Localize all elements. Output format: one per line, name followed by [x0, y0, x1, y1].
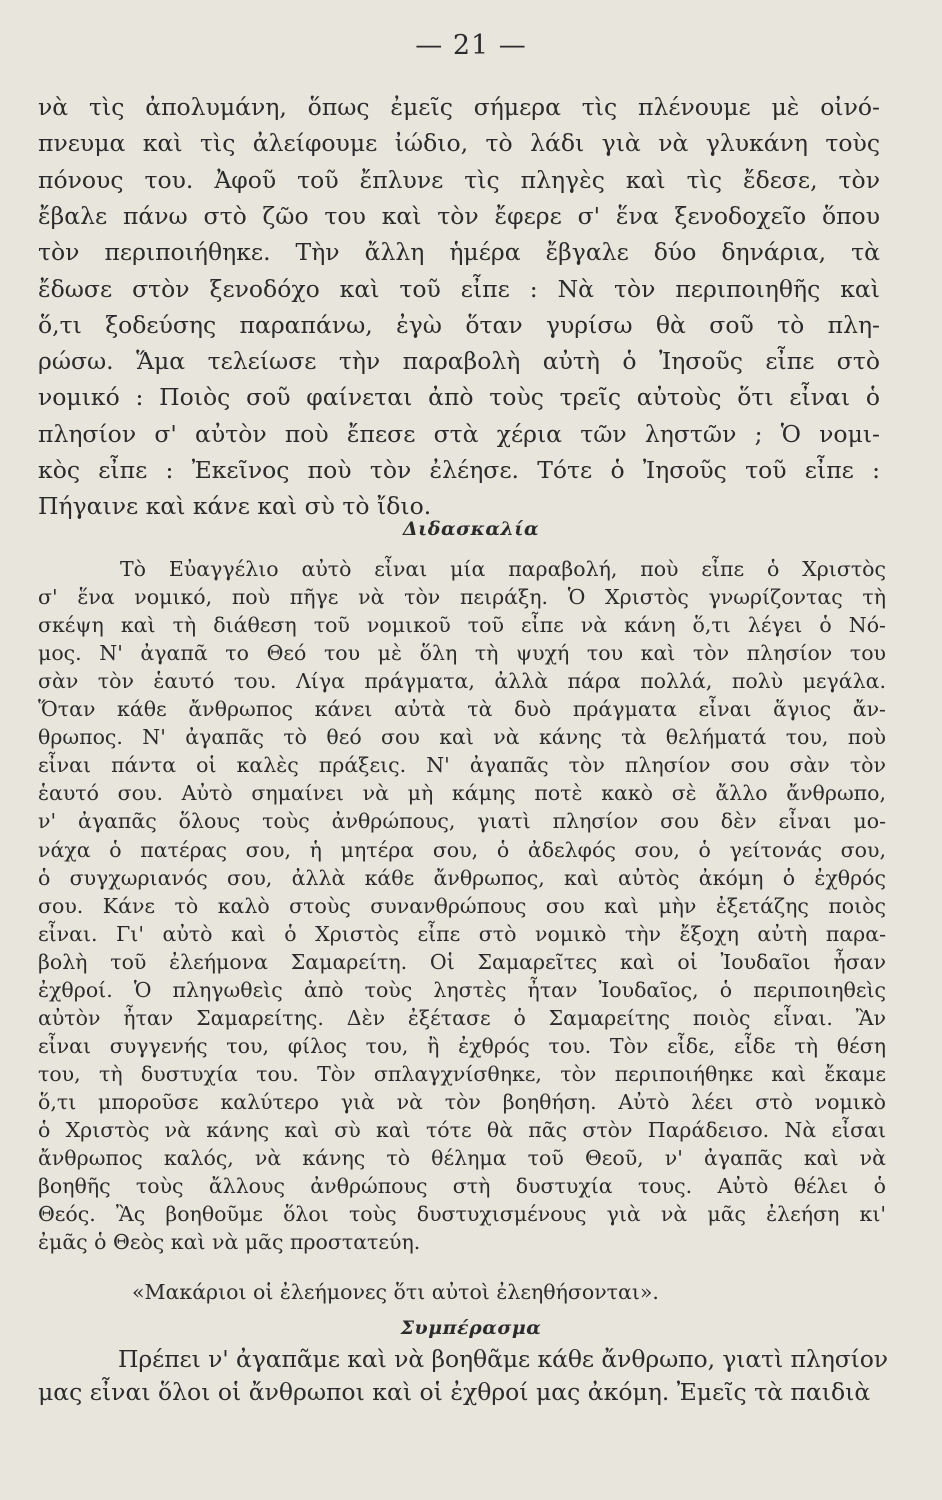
text-line: πλησίον σ' αὐτὸν ποὺ ἔπεσε στὰ χέρια τῶν ληστῶν ; Ὁ νομι-	[38, 419, 880, 448]
text-line: βολὴ τοῦ ἐλεήμονα Σαμαρείτη. Οἱ Σαμαρεῖτες καὶ οἱ Ἰουδαῖοι ἦσαν	[38, 949, 886, 974]
text-line: ὁ συγχωριανός σου, ἀλλὰ κάθε ἄνθρωπος, καὶ αὐτὸς ἀκόμη ὁ ἐχθρός	[38, 865, 886, 890]
text-line: ἔδωσε στὸν ξενοδόχο καὶ τοῦ εἶπε : Νὰ τὸν περιποιηθῆς καὶ	[38, 274, 880, 303]
text-line: πνευμα καὶ τὶς ἀλείφουμε ἰώδιο, τὸ λάδι γιὰ νὰ γλυκάνη τοὺς	[38, 129, 880, 158]
text-line: εἶναι. Γι' αὐτὸ καὶ ὁ Χριστὸς εἶπε στὸ νομικὸ τὴν ἔξοχη αὐτὴ παρα-	[38, 921, 886, 946]
page-number: — 21 —	[415, 30, 527, 61]
text-line: νὰ τὶς ἀπολυμάνη, ὅπως ἐμεῖς σήμερα τὶς πλένουμε μὲ οἰνό-	[38, 93, 880, 121]
text-line: μος. Ν' ἀγαπᾶ το Θεό του μὲ ὅλη τὴ ψυχή του καὶ τὸν πλησίον του	[38, 641, 886, 666]
text-line: σὰν τὸν ἑαυτό του. Λίγα πράγματα, ἀλλὰ πάρα πολλά, πολὺ μεγάλα.	[38, 669, 886, 694]
text-line: ἔβαλε πάνω στὸ ζῶο του καὶ τὸν ἔφερε σ' ἕνα ξενοδοχεῖο ὅπου	[38, 201, 880, 230]
text-line: σ' ἕνα νομικό, ποὺ πῆγε νὰ τὸν πειράξη. Ὁ Χριστὸς γνωρίζοντας τὴ	[38, 585, 886, 610]
text-line: κὸς εἶπε : Ἐκεῖνος ποὺ τὸν ἐλέησε. Τότε ὁ Ἰησοῦς τοῦ εἶπε :	[38, 456, 880, 484]
text-line: νομικό : Ποιὸς σοῦ φαίνεται ἀπὸ τοὺς τρεῖς αὐτοὺς ὅτι εἶναι ὁ	[38, 383, 880, 412]
text-line: πόνους του. Ἀφοῦ τοῦ ἔπλυνε τὶς πληγὲς καὶ τὶς ἔδεσε, τὸν	[38, 165, 880, 194]
text-line: ὅ,τι ξοδεύσης παραπάνω, ἐγὼ ὅταν γυρίσω θὰ σοῦ τὸ πλη-	[38, 310, 880, 339]
text-line: ὁ Χριστὸς νὰ κάνης καὶ σὺ καὶ τότε θὰ πᾶς στὸν Παράδεισο. Νὰ εἶσαι	[38, 1118, 886, 1142]
text-line: σου. Κάνε τὸ καλὸ στοὺς συνανθρώπους σου καὶ μὴν ἐξετάζης ποιὸς	[38, 893, 886, 918]
text-line: Πρέπει ν' ἀγαπᾶμε καὶ νὰ βοηθᾶμε κάθε ἄνθρωπο, γιατὶ πλησίον	[118, 1345, 888, 1373]
text-line: Ὅταν κάθε ἄνθρωπος κάνει αὐτὰ τὰ δυὸ πράγματα εἶναι ἅγιος ἄν-	[38, 697, 886, 722]
text-line: ν' ἀγαπᾶς ὅλους τοὺς ἀνθρώπους, γιατὶ πλησίον σου δὲν εἶναι μο-	[38, 809, 886, 834]
text-line: ἄνθρωπος καλός, νὰ κάνης τὸ θέλημα τοῦ Θεοῦ, ν' ἀγαπᾶς καὶ νὰ	[38, 1146, 886, 1171]
heading-symperasma: Συμπέρασμα	[400, 1317, 542, 1339]
text-line: Πήγαινε καὶ κάνε καὶ σὺ τὸ ἴδιο.	[38, 492, 432, 521]
text-line: τὸν περιποιήθηκε. Τὴν ἄλλη ἡμέρα ἔβγαλε δύο δηνάρια, τὰ	[38, 238, 880, 267]
text-line: ὅ,τι μποροῦσε καλύτερο γιὰ νὰ τὸν βοηθήση. Αὐτὸ λέει στὸ νομικὸ	[38, 1089, 886, 1114]
heading-didaskalia: Διδασκαλία	[402, 518, 540, 540]
text-line: αὐτὸν ἦταν Σαμαρείτης. Δὲν ἐξέτασε ὁ Σαμαρείτης ποιὸς εἶναι. Ἂν	[38, 1005, 886, 1030]
text-line: ρώσω. Ἅμα τελείωσε τὴν παραβολὴ αὐτὴ ὁ Ἰησοῦς εἶπε στὸ	[38, 347, 880, 376]
quote-line: «Μακάριοι οἱ ἐλεήμονες ὅτι αὐτοὶ ἐλεηθήσονται».	[132, 1280, 659, 1304]
text-line: σκέψη καὶ τὴ διάθεση τοῦ νομικοῦ τοῦ εἶπε νὰ κάνη ὅ,τι λέγει ὁ Νό-	[38, 613, 886, 638]
text-line: Θεός. Ἂς βοηθοῦμε ὅλοι τοὺς δυστυχισμένους γιὰ νὰ μᾶς ἐλεήση κι'	[38, 1202, 886, 1227]
text-line: Τὸ Εὐαγγέλιο αὐτὸ εἶναι μία παραβολή, ποὺ εἶπε ὁ Χριστὸς	[120, 557, 886, 581]
text-line: εἶναι πάντα οἱ καλὲς πράξεις. Ν' ἀγαπᾶς τὸν πλησίον σου σὰν τὸν	[38, 753, 886, 778]
text-line: ἐμᾶς ὁ Θεὸς καὶ νὰ μᾶς προστατεύη.	[38, 1230, 421, 1255]
text-line: θρωπος. Ν' ἀγαπᾶς τὸ θεό σου καὶ νὰ κάνης τὰ θελήματά του, ποὺ	[38, 725, 886, 750]
text-line: μας εἶναι ὅλοι οἱ ἄνθρωποι καὶ οἱ ἐχθροί μας ἀκόμη. Ἐμεῖς τὰ παιδιὰ	[38, 1378, 871, 1406]
text-line: ἑαυτό σου. Αὐτὸ σημαίνει νὰ μὴ κάμης ποτὲ κακὸ σὲ ἄλλο ἄνθρωπο,	[38, 781, 886, 806]
text-line: του, τὴ δυστυχία του. Τὸν σπλαγχνίσθηκε, τὸν περιποιήθηκε καὶ ἔκαμε	[38, 1061, 886, 1086]
text-line: εἶναι συγγενής του, φίλος του, ἢ ἐχθρός του. Τὸν εἶδε, εἶδε τὴ θέση	[38, 1033, 886, 1058]
text-line: βοηθῆς τοὺς ἄλλους ἀνθρώπους στὴ δυστυχία τους. Αὐτὸ θέλει ὁ	[38, 1174, 886, 1199]
text-line: ἐχθροί. Ὁ πληγωθεὶς ἀπὸ τοὺς ληστὲς ἦταν Ἰουδαῖος, ὁ περιποιηθεὶς	[38, 977, 886, 1002]
text-line: νάχα ὁ πατέρας σου, ἡ μητέρα σου, ὁ ἀδελφός σου, ὁ γείτονάς σου,	[38, 837, 886, 862]
